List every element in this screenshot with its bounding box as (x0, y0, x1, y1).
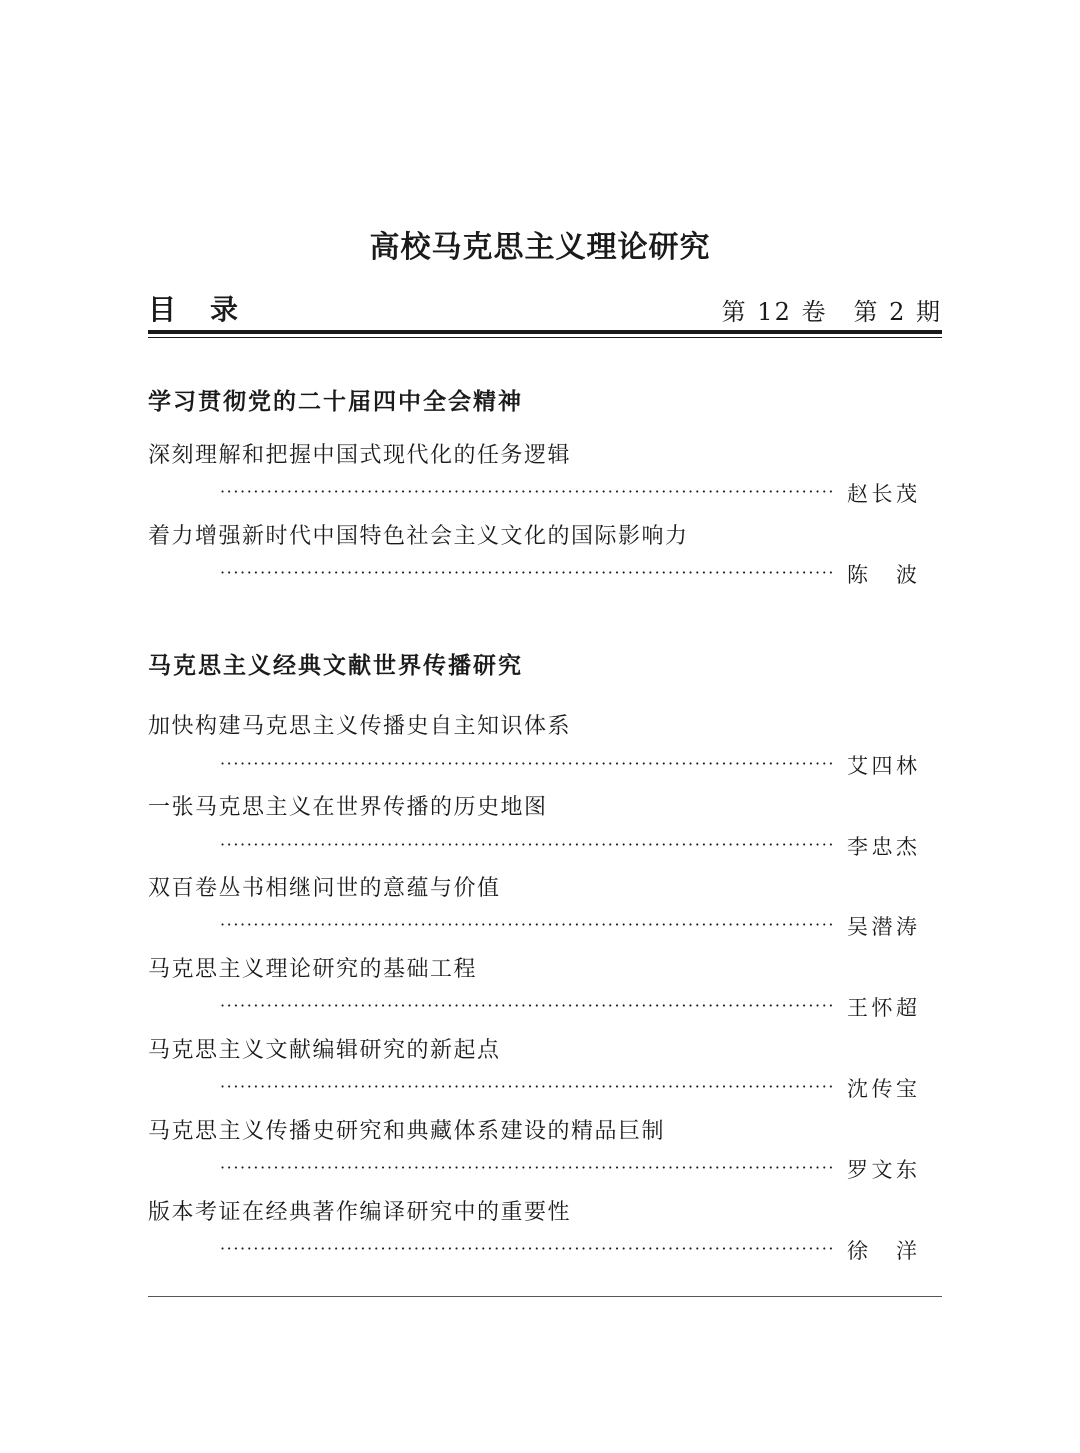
header-rule-thin (148, 337, 942, 338)
dot-leader (220, 995, 832, 1017)
article-author: 吴潜涛 (847, 915, 917, 939)
article-title[interactable]: 加快构建马克思主义传播史自主知识体系 (148, 714, 572, 739)
dot-leader (220, 753, 832, 775)
issue-info: 第 12 卷 第 2 期 (721, 298, 942, 326)
dot-leader (220, 1238, 832, 1260)
article-title[interactable]: 着力增强新时代中国特色社会主义文化的国际影响力 (148, 524, 689, 549)
article-title[interactable]: 马克思主义文献编辑研究的新起点 (148, 1038, 501, 1063)
dot-leader (220, 1157, 832, 1179)
footer-rule (148, 1296, 942, 1297)
toc-label: 目录 (148, 293, 273, 326)
article-author: 赵长茂 (847, 482, 917, 506)
article-author: 罗文东 (847, 1158, 917, 1182)
article-title[interactable]: 双百卷丛书相继问世的意蕴与价值 (148, 876, 501, 901)
article-author: 艾四林 (847, 754, 917, 778)
dot-leader (220, 914, 832, 936)
article-author: 王怀超 (847, 996, 917, 1020)
section-title: 马克思主义经典文献世界传播研究 (148, 653, 523, 679)
article-title[interactable]: 一张马克思主义在世界传播的历史地图 (148, 795, 548, 820)
article-title[interactable]: 马克思主义理论研究的基础工程 (148, 957, 478, 982)
article-author: 陈 波 (847, 563, 917, 587)
dot-leader (220, 1076, 832, 1098)
dot-leader (220, 481, 832, 503)
toc-header (148, 288, 942, 328)
header-rule-thick (148, 330, 942, 334)
article-title[interactable]: 马克思主义传播史研究和典藏体系建设的精品巨制 (148, 1119, 666, 1144)
section-title: 学习贯彻党的二十届四中全会精神 (148, 389, 523, 415)
article-title[interactable]: 版本考证在经典著作编译研究中的重要性 (148, 1200, 572, 1225)
article-author: 沈传宝 (847, 1077, 917, 1101)
article-author: 李忠杰 (847, 835, 917, 859)
dot-leader (220, 834, 832, 856)
article-author: 徐 洋 (847, 1239, 917, 1263)
article-title[interactable]: 深刻理解和把握中国式现代化的任务逻辑 (148, 443, 572, 468)
journal-title: 高校马克思主义理论研究 (369, 230, 711, 265)
dot-leader (220, 562, 832, 584)
